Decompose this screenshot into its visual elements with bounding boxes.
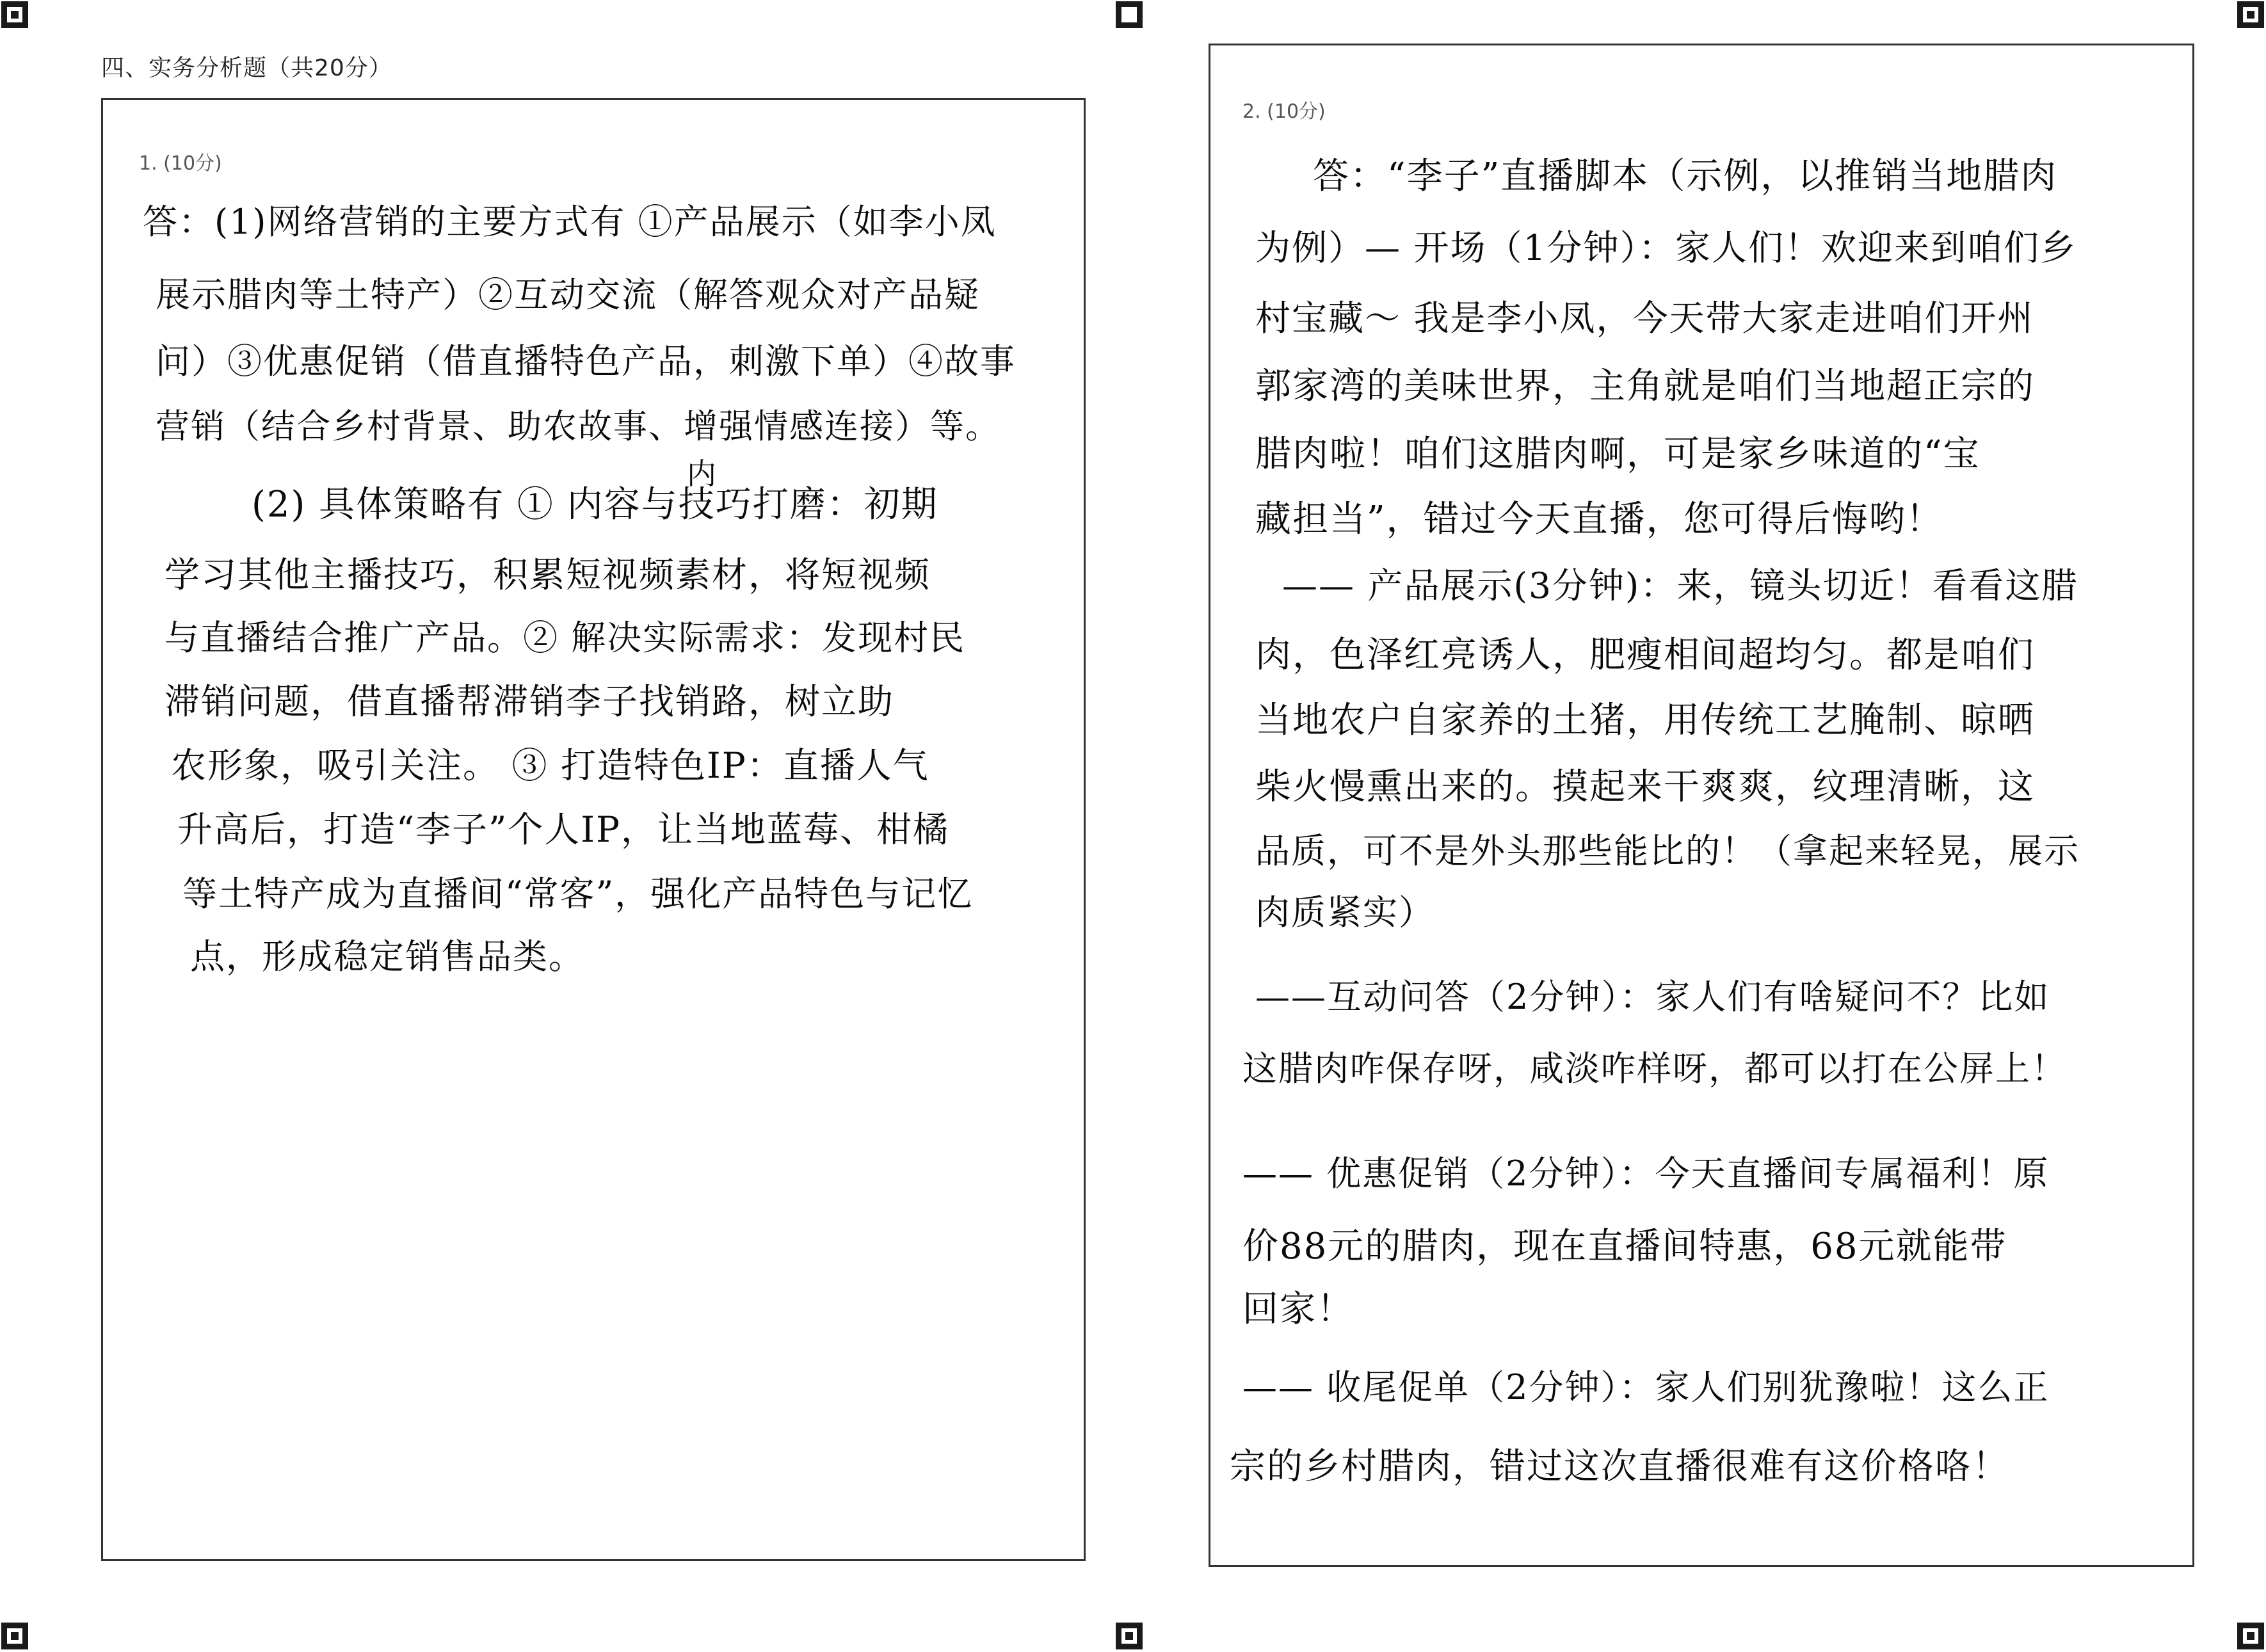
answer-line: 与直播结合推广产品。② 解决实际需求：发现村民 — [165, 618, 966, 658]
answer-line: 答：(1)网络营销的主要方式有 ①产品展示（如李小凤 — [143, 202, 997, 242]
question-label: 1. (10分) — [139, 152, 222, 175]
question-label: 2. (10分) — [1242, 100, 1326, 123]
answer-line: 学习其他主播技巧，积累短视频素材，将短视频 — [165, 554, 931, 595]
answer-line: 答：“李子”直播脚本（示例，以推销当地腊肉 — [1313, 156, 2058, 197]
answer-insert-mark: 内 — [687, 456, 718, 491]
answer-line: 回家！ — [1242, 1288, 1354, 1330]
answer-line: —— 优惠促销（2分钟）：今天直播间专属福利！原 — [1242, 1153, 2050, 1194]
answer-line: 肉，色泽红亮诱人，肥瘦相间超均匀。都是咱们 — [1255, 634, 2035, 676]
answer-line: 问）③优惠促销（借直播特色产品，刺激下单）④故事 — [156, 341, 1016, 381]
answer-line: —— 收尾促单（2分钟）：家人们别犹豫啦！这么正 — [1242, 1367, 2050, 1407]
answer-line: ——互动问答（2分钟）：家人们有啥疑问不？比如 — [1255, 977, 2050, 1017]
answer-line: 品质，可不是外头那些能比的！（拿起来轻晃，展示 — [1255, 831, 2080, 871]
answer-line: 肉质紧实） — [1255, 892, 1434, 933]
answer-line: 宗的乡村腊肉，错过这次直播很难有这价格咯！ — [1230, 1446, 2009, 1488]
answer-line: 等土特产成为直播间“常客”，强化产品特色与记忆 — [182, 874, 974, 914]
registration-mark-top-right — [2237, 1, 2264, 28]
answer-line: 村宝藏～ 我是李小凤，今天带大家走进咱们开州 — [1255, 298, 2034, 339]
answer-box-q2 — [1209, 44, 2194, 1567]
answer-line: 这腊肉咋保存呀，咸淡咋样呀，都可以打在公屏上！ — [1242, 1048, 2067, 1089]
answer-line: 价88元的腊肉，现在直播间特惠，68元就能带 — [1242, 1226, 2007, 1267]
answer-line: 滞销问题，借直播帮滞销李子找销路，树立助 — [165, 681, 895, 722]
answer-line: (2) 具体策略有 ① 内容与技巧打磨：初期 — [252, 484, 938, 525]
answer-line: 农形象，吸引关注。 ③ 打造特色IP：直播人气 — [171, 745, 929, 786]
answer-box-q1 — [101, 98, 1086, 1561]
section-title: 四、实务分析题（共20分） — [101, 55, 392, 81]
answer-line: 腊肉啦！咱们这腊肉啊，可是家乡味道的“宝 — [1255, 433, 1981, 475]
registration-mark-top-left — [1, 1, 28, 28]
answer-line: 柴火慢熏出来的。摸起来干爽爽，纹理清晰，这 — [1255, 766, 2035, 808]
answer-line: —— 产品展示(3分钟)：来，镜头切近！看看这腊 — [1282, 565, 2078, 606]
answer-line: 展示腊肉等土特产）②互动交流（解答观众对产品疑 — [156, 275, 980, 315]
answer-line: 营销（结合乡村背景、助农故事、增强情感连接）等。 — [156, 407, 1000, 446]
answer-line: 郭家湾的美味世界，主角就是咱们当地超正宗的 — [1255, 365, 2035, 407]
answer-line: 为例）— 开场（1分钟）：家人们！欢迎来到咱们乡 — [1255, 227, 2077, 268]
registration-mark-bottom-center — [1116, 1623, 1143, 1649]
answer-line: 升高后，打造“李子”个人IP，让当地蓝莓、柑橘 — [177, 809, 949, 850]
registration-mark-top-center — [1116, 1, 1143, 28]
registration-mark-bottom-right — [2237, 1623, 2264, 1649]
answer-line: 当地农户自家养的土猪，用传统工艺腌制、晾晒 — [1255, 700, 2035, 741]
answer-line: 藏担当”，错过今天直播，您可得后悔哟！ — [1255, 499, 1943, 540]
answer-line: 点，形成稳定销售品类。 — [190, 936, 584, 977]
registration-mark-bottom-left — [1, 1623, 28, 1649]
